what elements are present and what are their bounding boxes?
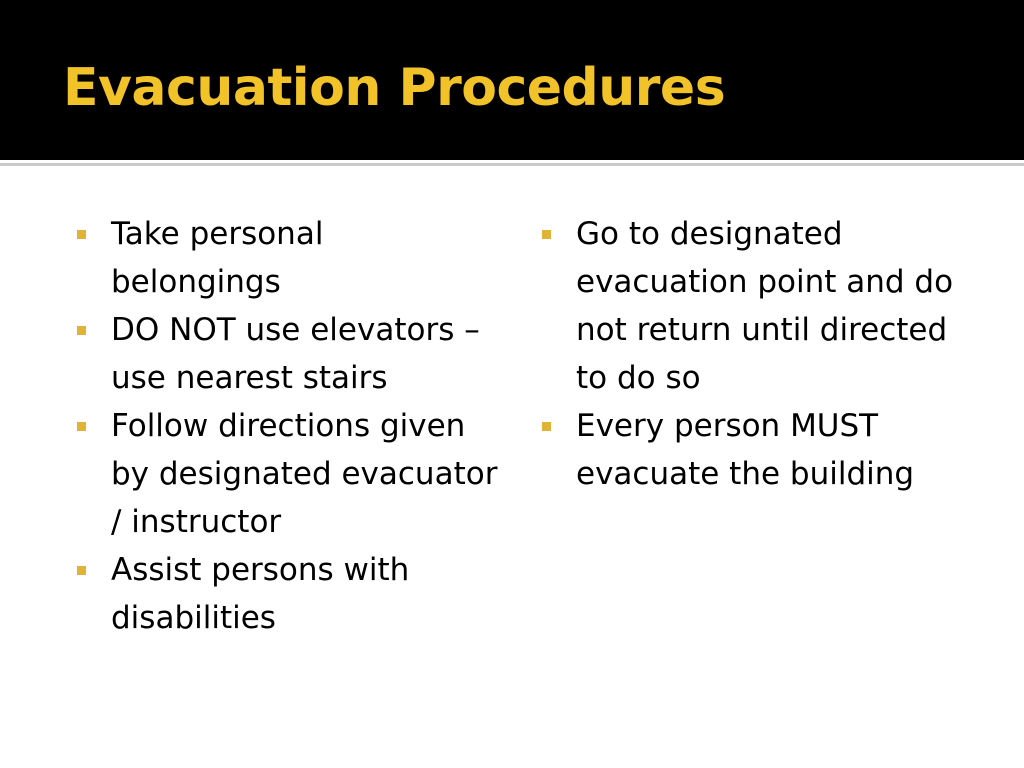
list-item (76, 402, 500, 546)
bullet-text: Assist persons with disabilities (111, 552, 410, 636)
title-divider (0, 163, 1024, 166)
bullet-text: Every person MUST evacuate the building (576, 408, 915, 492)
list-item (76, 546, 500, 642)
title-bar (0, 0, 1024, 160)
bullet-text: DO NOT use elevators – use nearest stairs (111, 312, 480, 396)
list-item (76, 210, 500, 306)
list-item (76, 306, 500, 402)
square-bullet-icon (77, 326, 86, 335)
bullet-text: Follow directions given by designated evacuator / instructor (111, 408, 498, 540)
right-bullet-list (541, 210, 961, 498)
square-bullet-icon (77, 422, 86, 431)
square-bullet-icon (542, 230, 551, 239)
page-title: Evacuation Procedures (63, 58, 726, 118)
square-bullet-icon (542, 422, 551, 431)
list-item (541, 402, 961, 498)
square-bullet-icon (77, 566, 86, 575)
left-bullet-list (76, 210, 500, 642)
list-item (541, 210, 961, 402)
bullet-text: Go to designated evacuation point and do not return until directed to do so (576, 216, 954, 396)
bullet-text: Take personal belongings (111, 216, 324, 300)
square-bullet-icon (77, 230, 86, 239)
